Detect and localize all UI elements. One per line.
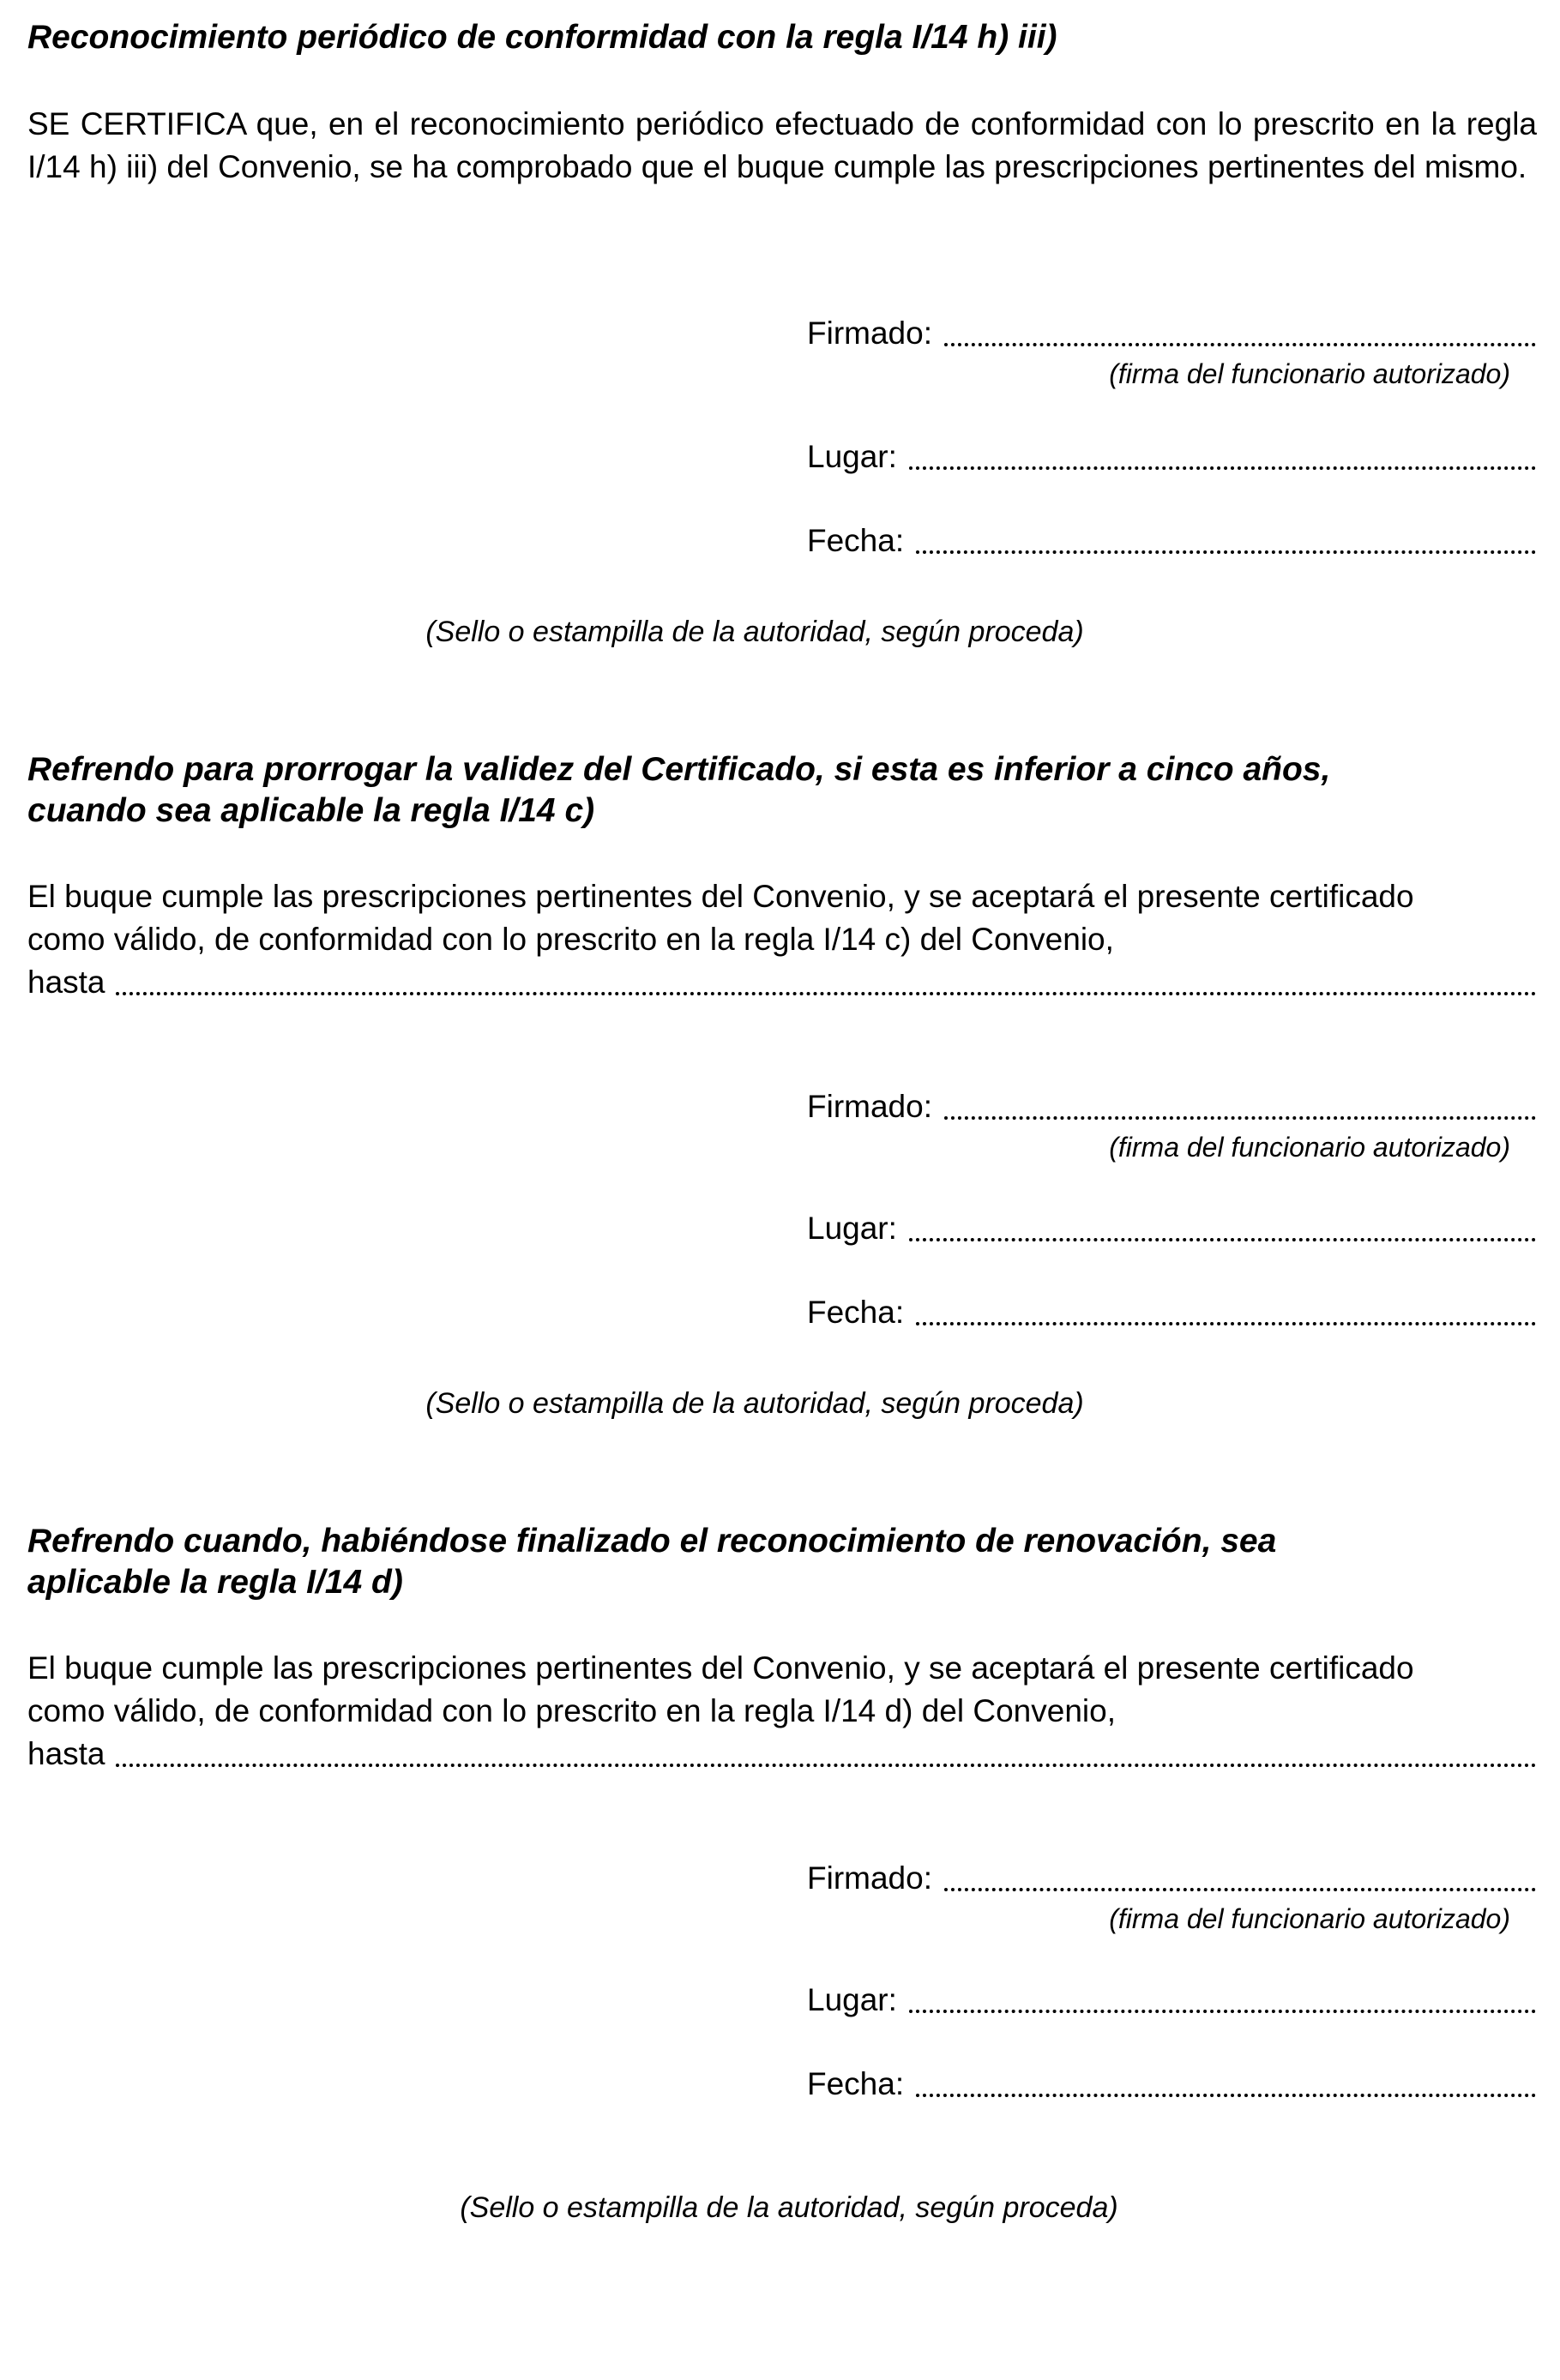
firmado-label: Firmado:	[807, 1089, 932, 1124]
section-1-firmado-row	[807, 312, 1536, 355]
section-3-heading-line2: aplicable la regla I/14 d)	[27, 1564, 403, 1601]
section-3-body-line2: como válido, de conformidad con lo prescrito en la regla I/14 d) del Convenio,	[27, 1693, 1116, 1728]
section-2-body-line2: como válido, de conformidad con lo prescrito en la regla I/14 c) del Convenio,	[27, 922, 1114, 957]
section-2-fecha-row	[807, 1291, 1536, 1334]
lugar-label: Lugar:	[807, 1982, 897, 2017]
section-3-lugar-row	[807, 1979, 1536, 2022]
fecha-field-line[interactable]	[916, 1321, 1536, 1325]
section-1-firma-caption: (firma del funcionario autorizado)	[1109, 358, 1510, 389]
hasta-label: hasta	[27, 1736, 105, 1771]
section-2-heading-line1: Refrendo para prorrogar la validez del Certificado, si esta es inferior a cinco años,	[27, 751, 1331, 788]
section-3-stamp-note: (Sello o estampilla de la autoridad, según proceda)	[460, 2191, 1118, 2224]
section-2-firmado-row	[807, 1085, 1536, 1128]
hasta-field-line[interactable]	[116, 1763, 1537, 1767]
section-1-fecha-row	[807, 520, 1536, 562]
hasta-field-line[interactable]	[116, 991, 1537, 995]
fecha-label: Fecha:	[807, 523, 905, 558]
section-3-heading-line1: Refrendo cuando, habiéndose finalizado el reconocimiento de renovación, sea	[27, 1523, 1277, 1560]
firmado-signature-line[interactable]	[944, 342, 1536, 346]
lugar-label: Lugar:	[807, 1211, 897, 1246]
section-2-hasta-row	[27, 961, 1537, 1004]
lugar-label: Lugar:	[807, 439, 897, 474]
section-1-body: SE CERTIFICA que, en el reconocimiento periódico efectuado de conformidad con lo prescrito en la regla I/14 h) iii) del Convenio, se ha comprobado que el buque cumple las prescripciones pertinentes del mismo.	[27, 106, 1537, 184]
lugar-field-line[interactable]	[909, 2009, 1536, 2013]
lugar-field-line[interactable]	[909, 1237, 1536, 1241]
section-1-lugar-row	[807, 436, 1536, 478]
section-2-stamp-note: (Sello o estampilla de la autoridad, según proceda)	[425, 1387, 1084, 1420]
section-1-heading: Reconocimiento periódico de conformidad con la regla I/14 h) iii)	[27, 19, 1057, 56]
firmado-label: Firmado:	[807, 316, 932, 351]
firmado-label: Firmado:	[807, 1860, 932, 1896]
section-3-hasta-row	[27, 1733, 1537, 1776]
hasta-label: hasta	[27, 965, 105, 1000]
lugar-field-line[interactable]	[909, 466, 1536, 470]
section-2-body-line1: El buque cumple las prescripciones pertinentes del Convenio, y se aceptará el presente certificado	[27, 879, 1414, 914]
section-2-heading-line2: cuando sea aplicable la regla I/14 c)	[27, 792, 595, 829]
fecha-label: Fecha:	[807, 2066, 905, 2101]
section-2-lugar-row	[807, 1207, 1536, 1250]
fecha-field-line[interactable]	[916, 2093, 1536, 2097]
section-1-stamp-note: (Sello o estampilla de la autoridad, según proceda)	[425, 616, 1084, 648]
fecha-field-line[interactable]	[916, 550, 1536, 554]
section-3-firmado-row	[807, 1857, 1536, 1900]
firmado-signature-line[interactable]	[944, 1115, 1536, 1120]
section-2-firma-caption: (firma del funcionario autorizado)	[1109, 1132, 1510, 1163]
section-3-firma-caption: (firma del funcionario autorizado)	[1109, 1903, 1510, 1934]
section-3-body-line1: El buque cumple las prescripciones pertinentes del Convenio, y se aceptará el presente certificado	[27, 1650, 1414, 1686]
section-3-fecha-row	[807, 2063, 1536, 2106]
firmado-signature-line[interactable]	[944, 1887, 1536, 1891]
fecha-label: Fecha:	[807, 1295, 905, 1330]
